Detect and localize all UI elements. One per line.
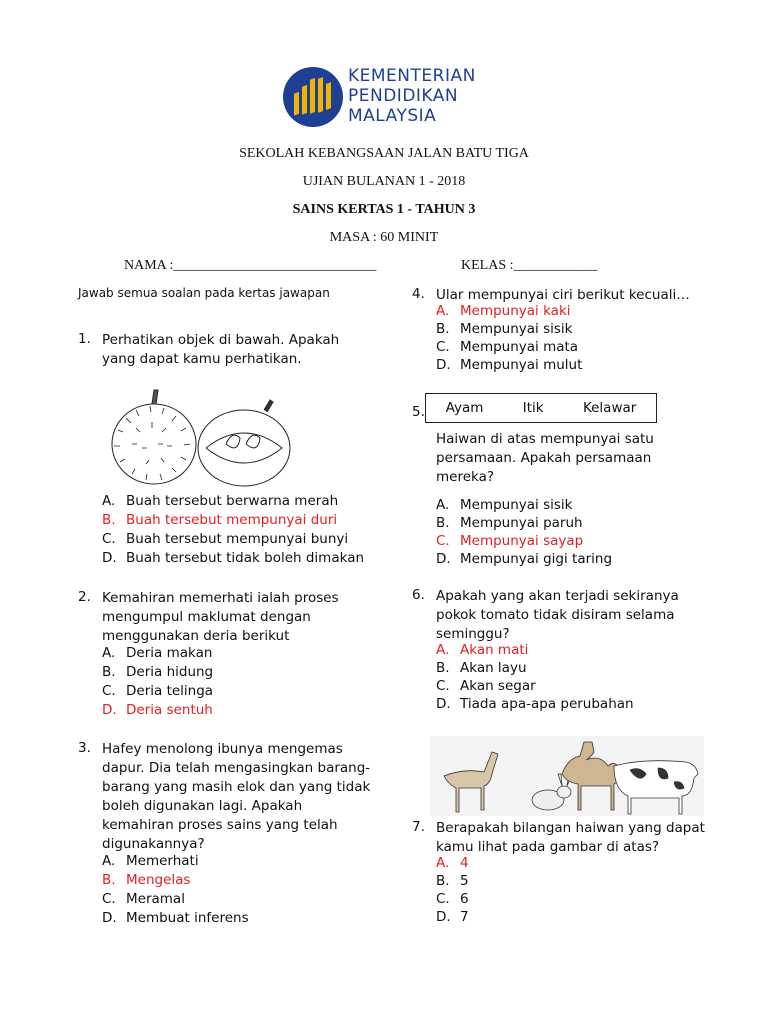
q2-option-c[interactable]: C. Deria telinga (102, 683, 214, 699)
q3-option-b[interactable]: B. Mengelas (102, 872, 191, 888)
question-4-number: 4. (412, 286, 425, 302)
q5-option-d[interactable]: D. Mempunyai gigi taring (436, 551, 613, 567)
q1-option-b[interactable]: B. Buah tersebut mempunyai duri (102, 512, 338, 528)
stem-line: Kemahiran memerhati ialah proses (102, 590, 339, 606)
q5-option-c[interactable]: C. Mempunyai sayap (436, 533, 584, 549)
exam-time: MASA : 60 MINIT (329, 230, 439, 245)
stem-line: Berapakah bilangan haiwan yang dapat (436, 820, 705, 836)
q4-option-d[interactable]: D. Mempunyai mulut (436, 357, 583, 373)
stem-line: barang yang masih elok dan yang tidak (102, 779, 371, 795)
exam-title: UJIAN BULANAN 1 - 2018 (302, 174, 466, 189)
question-5-stem (436, 430, 654, 487)
stem-line: boleh digunakan lagi. Apakah (102, 798, 303, 814)
question-5-number: 5. (412, 404, 425, 420)
q1-option-a[interactable]: A. Buah tersebut berwarna merah (102, 493, 339, 509)
question-7-number: 7. (412, 819, 425, 835)
stem-line: mengumpul maklumat dengan (102, 609, 311, 625)
q7-option-d[interactable]: D. 7 (436, 909, 469, 925)
durian-image (106, 388, 296, 490)
logo-text (348, 66, 476, 126)
stem-line: Apakah yang akan terjadi sekiranya (436, 588, 679, 604)
q1-option-c[interactable]: C. Buah tersebut mempunyai bunyi (102, 531, 349, 547)
class-field[interactable]: KELAS :____________ (461, 258, 598, 273)
stem-line: persamaan. Apakah persamaan (436, 450, 652, 466)
stem-line: yang dapat kamu perhatikan. (102, 351, 302, 367)
question-1-number: 1. (78, 331, 91, 347)
stem-line: digunakannya? (102, 836, 205, 852)
stem-line: Haiwan di atas mempunyai satu (436, 431, 654, 447)
question-3-number: 3. (78, 740, 91, 756)
animals-image (430, 736, 704, 816)
stem-line: Perhatikan objek di bawah. Apakah (102, 332, 340, 348)
box-item: Kelawar (582, 400, 637, 416)
q4-option-a[interactable]: A. Mempunyai kaki (436, 303, 571, 319)
stem-line: seminggu? (436, 626, 510, 642)
question-2-stem (102, 589, 339, 646)
q6-option-d[interactable]: D. Tiada apa-apa perubahan (436, 696, 634, 712)
q7-option-a[interactable]: A. 4 (436, 855, 469, 871)
q6-option-c[interactable]: C. Akan segar (436, 678, 536, 694)
question-3-stem (102, 740, 370, 854)
q7-option-b[interactable]: B. 5 (436, 873, 469, 889)
q3-option-a[interactable]: A. Memerhati (102, 853, 199, 869)
box-item: Itik (522, 400, 544, 416)
q3-option-c[interactable]: C. Meramal (102, 891, 185, 907)
box-item: Ayam (445, 400, 484, 416)
q1-option-d[interactable]: D. Buah tersebut tidak boleh dimakan (102, 550, 365, 566)
q3-option-d[interactable]: D. Membuat inferens (102, 910, 249, 926)
q7-option-c[interactable]: C. 6 (436, 891, 469, 907)
stem-line: Ular mempunyai ciri berikut kecuali… (436, 287, 690, 303)
logo-line-1: KEMENTERIAN (348, 66, 476, 86)
q2-option-b[interactable]: B. Deria hidung (102, 664, 214, 680)
stem-line: dapur. Dia telah mengasingkan barang- (102, 760, 371, 776)
question-1-stem (102, 331, 339, 369)
q4-option-b[interactable]: B. Mempunyai sisik (436, 321, 573, 337)
question-2-number: 2. (78, 589, 91, 605)
logo-line-3: MALAYSIA (348, 106, 437, 126)
stem-line: menggunakan deria berikut (102, 628, 290, 644)
q5-option-a[interactable]: A. Mempunyai sisik (436, 497, 573, 513)
q2-option-a[interactable]: A. Deria makan (102, 645, 213, 661)
q4-option-c[interactable]: C. Mempunyai mata (436, 339, 579, 355)
kpm-logo-icon (282, 66, 344, 128)
animal-box (425, 393, 657, 423)
q6-option-b[interactable]: B. Akan layu (436, 660, 527, 676)
q2-option-d[interactable]: D. Deria sentuh (102, 702, 213, 718)
paper-title: SAINS KERTAS 1 - TAHUN 3 (292, 202, 476, 217)
stem-line: mereka? (436, 469, 495, 485)
name-field[interactable]: NAMA :_____________________________ (124, 258, 377, 273)
logo-line-2: PENDIDIKAN (348, 86, 459, 106)
school-name: SEKOLAH KEBANGSAAN JALAN BATU TIGA (239, 146, 529, 161)
stem-line: pokok tomato tidak disiram selama (436, 607, 675, 623)
stem-line: kamu lihat pada gambar di atas? (436, 839, 660, 855)
instruction: Jawab semua soalan pada kertas jawapan (78, 286, 330, 300)
q5-option-b[interactable]: B. Mempunyai paruh (436, 515, 583, 531)
question-6-stem (436, 587, 679, 644)
question-7-stem (436, 819, 705, 857)
stem-line: kemahiran proses sains yang telah (102, 817, 338, 833)
question-6-number: 6. (412, 587, 425, 603)
stem-line: Hafey menolong ibunya mengemas (102, 741, 343, 757)
q6-option-a[interactable]: A. Akan mati (436, 642, 529, 658)
